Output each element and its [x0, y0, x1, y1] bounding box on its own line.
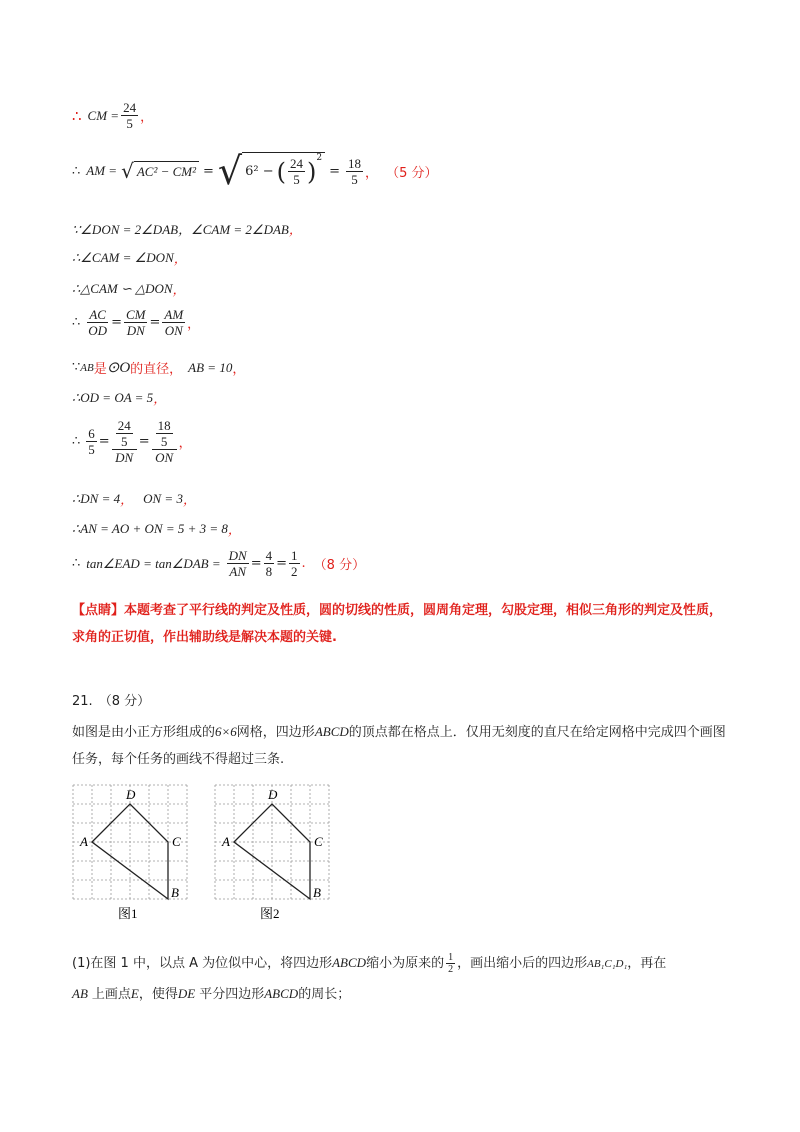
- figure-1-caption: 图1: [118, 906, 138, 921]
- label-c: C: [172, 834, 181, 849]
- solution-line-diameter: ∵ AB 是 ⊙O 的直径， AB = 10 ，: [72, 359, 246, 377]
- solution-line-angle-equal: ∴∠CAM = ∠DON ，: [72, 249, 187, 266]
- solution-line-substitute: ∴ $\frac{6}{5}$ = $\frac{\frac{24}{5}}{DN}$ = $\frac{\frac{18}{5}}{ON}$ ，: [72, 418, 192, 465]
- label-a: A: [80, 834, 88, 849]
- solution-line-tan: ∴ tan∠EAD = tan∠DAB = $\frac{DN}{AN}$ = $\frac{4}{8}$ = $\frac{1}{2}$ . （8 分）: [72, 548, 366, 579]
- figure-1-grid: [70, 782, 200, 922]
- question-part-1: (1)在图 1 中，以点 A 为位似中心，将四边形ABCD缩小为原来的 $\frac{1}{2}$ ，画出缩小后的四边形AB₁C₁D₁，再在 AB 上画点E，使得DE 平分四边形ABCD的周长；: [72, 952, 667, 1002]
- expression: CM =: [87, 107, 120, 123]
- solution-line-radius: ∴OD = OA = 5 ，: [72, 389, 167, 406]
- solution-line-ratio: ∴ $\frac{AC}{OD}$ = $\frac{CM}{DN}$ = $\frac{AM}{ON}$ ，: [72, 307, 201, 338]
- fraction: $\frac{24}{5}$: [123, 100, 137, 131]
- score-note: （5 分）: [386, 165, 438, 181]
- label-b: B: [171, 885, 179, 900]
- square-root: √ AC² − CM²: [121, 161, 199, 181]
- score-note: （8 分）: [313, 558, 366, 573]
- label-d: D: [126, 787, 136, 802]
- comment-text: 本题考查了平行线的判定及性质，圆的切线的性质，圆周角定理，勾股定理，相似三角形的判定及性质，求角的正切值，作出辅助线是解决本题的关键.: [72, 603, 723, 645]
- question-points: （8 分）: [98, 694, 151, 709]
- solution-line-cm: ∴ CM = $\frac{24}{5}$ ，: [72, 100, 154, 131]
- figure-2-caption: 图2: [260, 906, 280, 921]
- comment-label: 【点睛】: [72, 603, 125, 618]
- comment-block: [72, 597, 732, 651]
- solution-line-an: ∴AN = AO + ON = 5 + 3 = 8 ，: [72, 520, 241, 537]
- solution-line-similar: ∴△CAM ∽ △DON ，: [72, 280, 186, 297]
- label-b: B: [313, 885, 321, 900]
- solution-line-am: ∴ AM = √ AC² − CM² = √ 6² − ( $\frac{24}{5}$ ) $^2$ = $\frac{18}{5}$ ， （5 分）: [72, 149, 438, 193]
- therefore-symbol: ∴: [72, 106, 82, 125]
- question-intro: 如图是由小正方形组成的6×6网格，四边形ABCD的顶点都在格点上．仅用无刻度的直尺在给定网格中完成四个画图任务，每个任务的画线不得超过三条.: [72, 724, 726, 767]
- solution-line-angle: ∵∠DON = 2∠DAB，∠CAM = 2∠DAB ，: [72, 222, 302, 237]
- question-number: 21.: [72, 694, 93, 709]
- question-header: [72, 688, 732, 715]
- square-root: √ 6² − ( $\frac{24}{5}$ ) $^2$: [218, 152, 325, 190]
- label-a: A: [222, 834, 230, 849]
- label-d: D: [268, 787, 278, 802]
- label-c: C: [314, 834, 323, 849]
- solution-line-dn-on: ∴DN = 4 ， ON = 3 ，: [72, 490, 196, 507]
- figure-2-grid: [212, 782, 342, 922]
